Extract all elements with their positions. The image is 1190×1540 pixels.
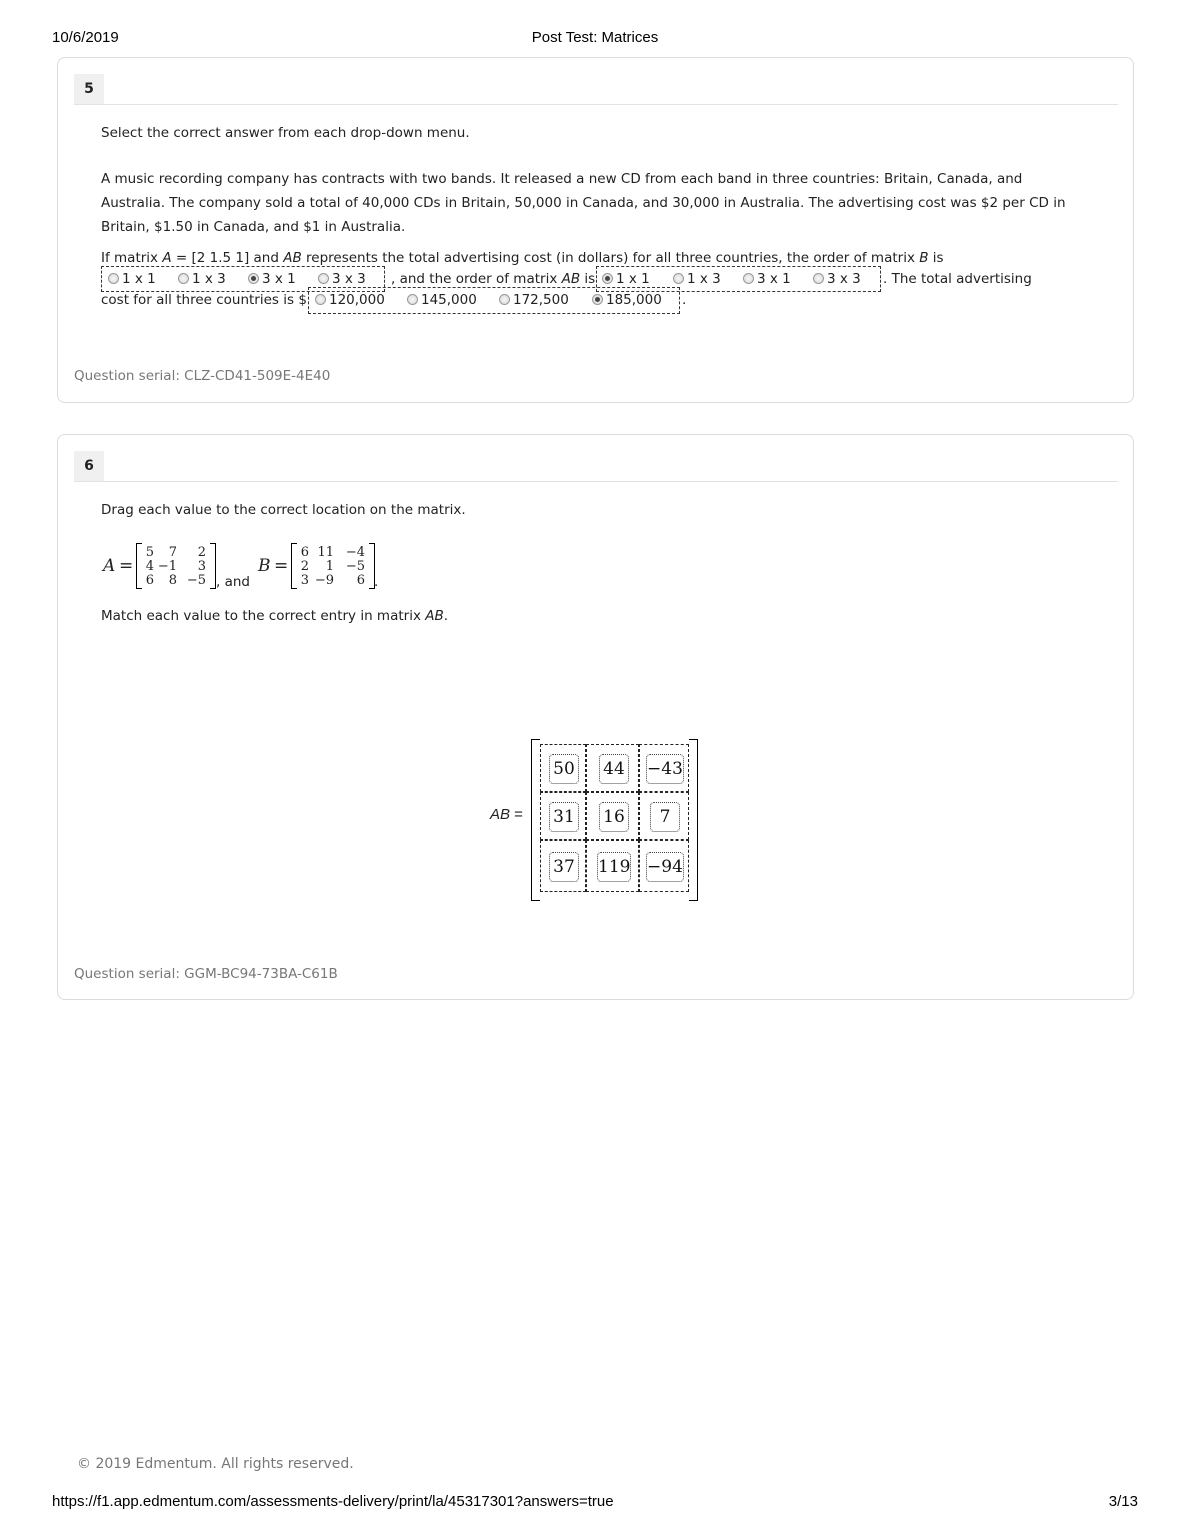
matrix-ab-label	[490, 806, 523, 823]
right-bracket	[689, 739, 698, 901]
question-instruction: Drag each value to the correct location on the matrix.	[101, 502, 466, 518]
option-ab-1x1[interactable]	[602, 271, 650, 287]
option-cost-172500[interactable]	[499, 292, 569, 308]
page-number: 3/13	[1108, 1493, 1138, 1510]
print-url: https://f1.app.edmentum.com/assessments-delivery/print/la/45317301?answers=true	[52, 1493, 614, 1510]
draggable-value-tile[interactable]: 16	[599, 802, 629, 832]
matrix-b-cell: 1	[325, 559, 334, 574]
matrix-b-label: B	[258, 556, 271, 576]
draggable-value-tile[interactable]: −43	[646, 754, 684, 784]
option-cost-145000[interactable]	[407, 292, 477, 308]
sentence-var: AB	[283, 250, 302, 266]
sentence-text: is	[580, 271, 596, 287]
option-cost-185000[interactable]	[592, 292, 662, 308]
radio-icon	[178, 273, 189, 284]
draggable-value-tile[interactable]: 50	[549, 754, 579, 784]
matrix-b-cell: 11	[317, 545, 334, 560]
sentence-text: If matrix	[101, 250, 163, 266]
question-card-6	[57, 434, 1134, 1000]
radio-icon	[315, 294, 326, 305]
copyright: © 2019 Edmentum. All rights reserved.	[77, 1456, 354, 1472]
question-number: 6	[74, 451, 104, 481]
option-label: 172,500	[513, 292, 569, 308]
matrix-b-cell: −5	[345, 559, 365, 574]
matrix-b-cell: 2	[300, 559, 309, 574]
question-serial: Question serial: CLZ-CD41-509E-4E40	[74, 368, 331, 384]
print-title: Post Test: Matrices	[531, 29, 659, 46]
option-label: 3 x 3	[827, 271, 861, 287]
sentence-var: A	[162, 250, 172, 266]
radio-icon	[743, 273, 754, 284]
radio-selected-icon	[592, 294, 603, 305]
ab-var: AB	[490, 806, 511, 823]
matrix-a-cell: 6	[145, 573, 154, 588]
match-text: Match each value to the correct entry in matrix	[101, 608, 426, 624]
matrix-a-cell: 4	[145, 559, 154, 574]
question-card-5	[57, 57, 1134, 403]
matrix-a-cell: −1	[157, 559, 177, 574]
option-label: 3 x 1	[757, 271, 791, 287]
matrix-a-cell: 3	[197, 559, 206, 574]
left-bracket	[531, 739, 540, 901]
and-text: , and	[216, 574, 250, 590]
option-label: 145,000	[421, 292, 477, 308]
sentence-middle	[391, 271, 595, 287]
print-date: 10/6/2019	[52, 29, 119, 46]
matrix-b-cell: −9	[314, 573, 334, 588]
radio-selected-icon	[602, 273, 613, 284]
option-b-1x3[interactable]	[178, 271, 226, 287]
equals-sign: =	[119, 556, 134, 576]
draggable-value-tile[interactable]: 44	[599, 754, 629, 784]
draggable-value-tile[interactable]: −94	[646, 852, 684, 882]
matrix-a-cell: 8	[168, 573, 177, 588]
question-paragraph: A music recording company has contracts with two bands. It released a new CD from each band in three countries: Britain, Canada, and Australia. The company sold a total of 40,000 CDs in Britain, 50,000 in Canada, and 30,000 in Australia. The advertising cost was $2 per CD in Britain, $1.50 in Canada, and $1 in Australia.	[101, 171, 1066, 235]
matrix-b-cell: −4	[345, 545, 365, 560]
sentence-end: .	[682, 292, 687, 308]
radio-icon	[499, 294, 510, 305]
matrix-a-cell: 5	[145, 545, 154, 560]
question-serial: Question serial: GGM-BC94-73BA-C61B	[74, 966, 338, 982]
option-ab-1x3[interactable]	[673, 271, 721, 287]
match-var: AB	[425, 608, 444, 624]
draggable-value-tile[interactable]: 31	[549, 802, 579, 832]
match-text: .	[443, 608, 449, 624]
option-ab-3x3[interactable]	[813, 271, 861, 287]
sentence-text: is	[928, 250, 944, 266]
ab-equals: =	[510, 806, 523, 823]
option-label: 1 x 3	[192, 271, 226, 287]
question-number: 5	[74, 74, 104, 104]
match-instruction	[101, 608, 448, 624]
radio-icon	[108, 273, 119, 284]
period-text: .	[374, 574, 379, 590]
option-label: 3 x 1	[262, 271, 296, 287]
matrix-b-cell: 3	[300, 573, 309, 588]
sentence-var: B	[919, 250, 929, 266]
option-label: 1 x 1	[616, 271, 650, 287]
sentence-text: , and the order of matrix	[391, 271, 562, 287]
option-label: 3 x 3	[332, 271, 366, 287]
radio-selected-icon	[248, 273, 259, 284]
equals-sign: =	[274, 556, 289, 576]
matrix-b-cell: 6	[300, 545, 309, 560]
matrix-b-cell: 6	[356, 573, 365, 588]
option-b-3x3[interactable]	[318, 271, 366, 287]
radio-icon	[407, 294, 418, 305]
matrix-a-cell: 7	[168, 545, 177, 560]
sentence-var: AB	[561, 271, 581, 287]
sentence-tail: . The total advertising	[883, 271, 1032, 287]
draggable-value-tile[interactable]: 7	[650, 802, 680, 832]
radio-icon	[318, 273, 329, 284]
option-label: 185,000	[606, 292, 662, 308]
question-header	[74, 74, 1118, 105]
sentence-text: represents the total advertising cost (in dollars) for all three countries, the order of matrix	[301, 250, 920, 266]
option-ab-3x1[interactable]	[743, 271, 791, 287]
question-sentence-line1	[101, 250, 944, 266]
matrix-a-label: A	[103, 556, 116, 576]
draggable-value-tile[interactable]: 119	[597, 852, 631, 882]
question-instruction: Select the correct answer from each drop-down menu.	[101, 125, 470, 141]
option-cost-120000[interactable]	[315, 292, 385, 308]
radio-icon	[813, 273, 824, 284]
radio-icon	[673, 273, 684, 284]
sentence-line3: cost for all three countries is $	[101, 292, 307, 308]
option-label: 1 x 3	[687, 271, 721, 287]
option-label: 120,000	[329, 292, 385, 308]
option-b-1x1[interactable]	[108, 271, 156, 287]
matrix-a-cell: −5	[186, 573, 206, 588]
sentence-text: = [2 1.5 1] and	[171, 250, 284, 266]
question-header	[74, 451, 1118, 482]
matrix-a-cell: 2	[197, 545, 206, 560]
option-b-3x1[interactable]	[248, 271, 296, 287]
draggable-value-tile[interactable]: 37	[549, 852, 579, 882]
option-label: 1 x 1	[122, 271, 156, 287]
